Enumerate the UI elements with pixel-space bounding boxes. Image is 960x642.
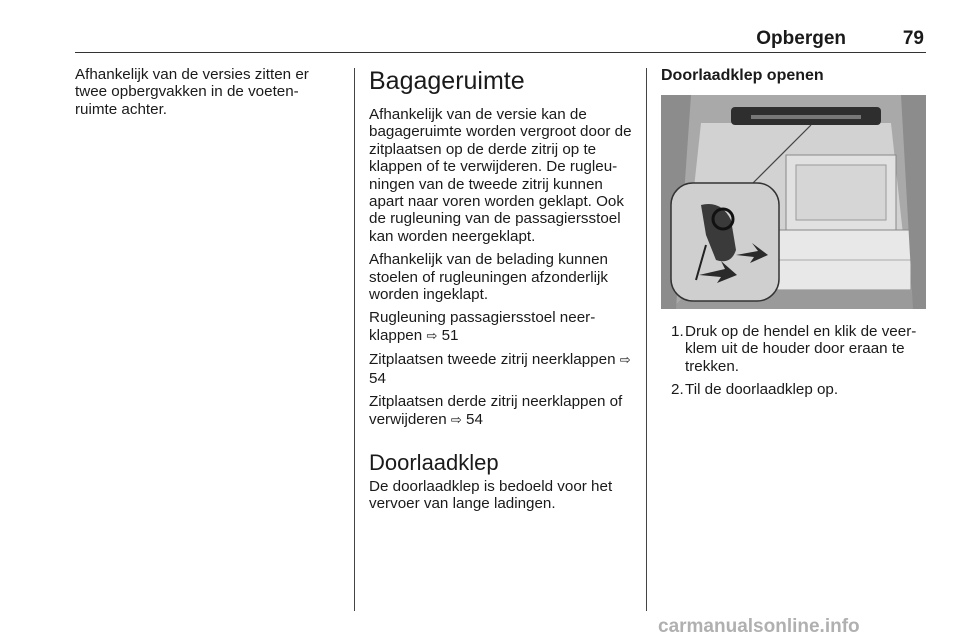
cargo-area-illustration — [661, 95, 926, 309]
page-header — [75, 24, 926, 53]
page-number: 79 — [902, 28, 924, 49]
watermark: carmanualsonline.info — [658, 616, 860, 637]
subsection-heading: Doorlaadklep openen — [661, 67, 824, 84]
list-item — [661, 323, 926, 375]
section-title: Opbergen — [756, 28, 846, 49]
reference-arrow-icon: ⇨ — [619, 353, 631, 369]
section-heading: Bagageruimte — [369, 67, 525, 95]
column-3 — [661, 66, 926, 405]
instruction-list — [661, 323, 926, 399]
cross-reference[interactable] — [369, 351, 634, 387]
subsection-heading: Doorlaadklep — [369, 449, 499, 475]
step-number: 1. — [671, 323, 684, 340]
paragraph: Afhankelijk van de versie kan de bagageruimte worden vergroot door de zitplaatsen op de derde zitrij op te klappen of te verwijderen. De rugleu-ningen van de tweede zitrij kunnen apart naar voren worden geklapt. Ook de rugleuning van de passagiersstoel kan worden neergeklapt. — [369, 106, 632, 245]
list-item — [661, 381, 926, 398]
cross-reference[interactable] — [369, 393, 634, 429]
reference-text: Rugleuning passagiersstoel neer-klappen — [369, 309, 596, 344]
reference-page: 54 — [369, 369, 386, 387]
cargo-area-illustration-icon — [661, 95, 926, 309]
column-divider — [646, 68, 647, 611]
column-1 — [75, 66, 340, 124]
step-text: Til de doorlaadklep op. — [685, 381, 839, 399]
reference-page: 54 — [466, 410, 483, 428]
cross-reference[interactable] — [369, 309, 634, 345]
paragraph: Afhankelijk van de versies zitten er twee opbergvakken in de voeten-ruimte achter. — [75, 66, 309, 118]
reference-page: 51 — [441, 326, 459, 344]
paragraph: De doorlaadklep is bedoeld voor het vervoer van lange ladingen. — [369, 477, 613, 513]
column-2 — [369, 66, 634, 519]
reference-text: Zitplaatsen tweede zitrij neerklappen — [369, 351, 616, 369]
paragraph: Afhankelijk van de belading kunnen stoelen of rugleuningen afzonderlijk worden ingeklapt. — [369, 251, 608, 304]
reference-arrow-icon: ⇨ — [450, 412, 462, 428]
reference-arrow-icon: ⇨ — [426, 328, 438, 344]
step-text: Druk op de hendel en klik de veer-klem uit de houder door eraan te trekken. — [685, 323, 917, 375]
step-number: 2. — [671, 381, 684, 399]
column-divider — [354, 68, 355, 611]
reference-text: Zitplaatsen derde zitrij neerklappen of verwijderen — [369, 393, 623, 428]
